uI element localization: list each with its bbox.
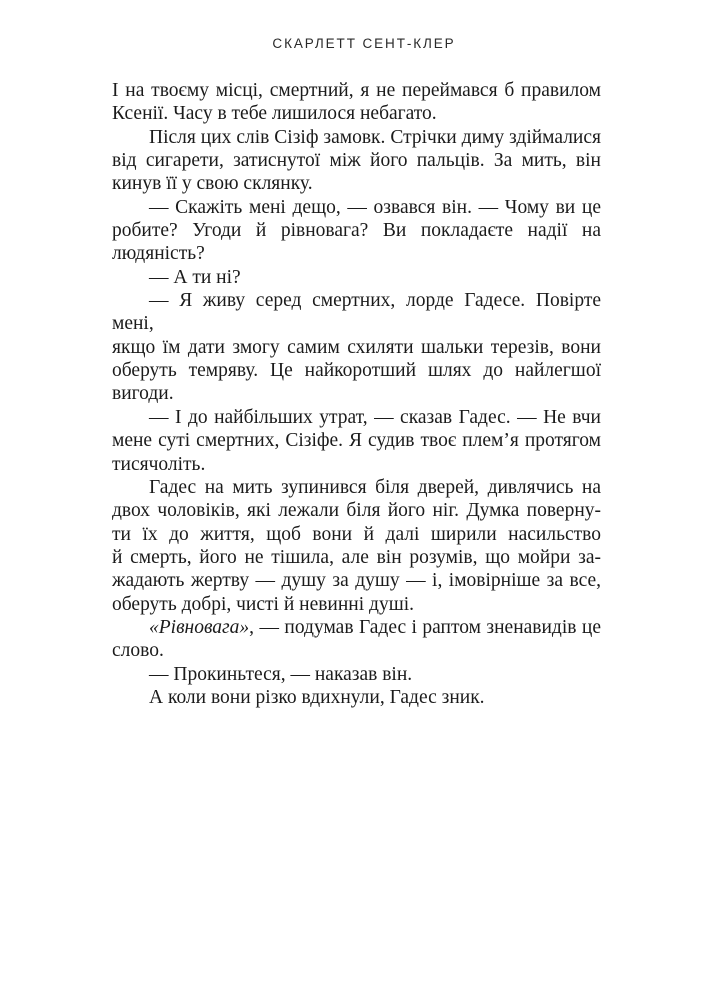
text-line: «Рівновага», — подумав Гадес і раптом зненавидів це xyxy=(149,616,601,638)
text-line: І на твоєму місці, смертний, я не переймався б правилом xyxy=(112,80,601,101)
text-line: Ксенії. Часу в тебе лишилося небагато. xyxy=(112,103,437,125)
text-line: мене суті смертних, Сізіфе. Я судив твоє плем’я протягом xyxy=(112,430,601,452)
text-line: людяність? xyxy=(112,243,205,265)
text-line: тисячоліть. xyxy=(112,453,206,475)
paragraph xyxy=(112,266,601,289)
text-line: вигоди. xyxy=(112,383,174,405)
paragraph xyxy=(112,79,601,126)
text-line: двох чоловіків, які лежали біля його ніг. Думка поверну- xyxy=(112,500,601,522)
text-line: — А ти ні? xyxy=(149,266,241,288)
text-line: — Я живу серед смертних, лорде Гадесе. Повірте мені, xyxy=(112,290,601,335)
body-text xyxy=(112,79,601,709)
text-line: робите? Угоди й рівновага? Ви покладаєте надії на xyxy=(112,220,601,242)
text-line: й смерть, його не тішила, але він розумів, що мойри за- xyxy=(112,546,601,568)
text-line: від сигарети, затиснутої між його пальців. За мить, він xyxy=(112,150,601,172)
paragraph xyxy=(112,289,601,406)
text-line: А коли вони різко вдихнули, Гадес зник. xyxy=(149,686,485,708)
paragraph xyxy=(112,406,601,476)
paragraph xyxy=(112,196,601,266)
text-line: жадають жертву — душу за душу — і, імовірніше за все, xyxy=(112,570,601,592)
paragraph xyxy=(112,663,601,686)
text-line: — І до найбільших утрат, — сказав Гадес. — Не вчи xyxy=(149,406,601,428)
paragraph xyxy=(112,476,601,616)
paragraph xyxy=(112,686,601,709)
running-header: СКАРЛЕТТ СЕНТ-КЛЕР xyxy=(272,36,456,51)
text-line: кинув її у свою склянку. xyxy=(112,173,313,195)
text-line: слово. xyxy=(112,640,164,662)
paragraph xyxy=(112,126,601,196)
text-line: оберуть добрі, чисті й невинні душі. xyxy=(112,593,415,615)
text-line: — Скажіть мені дещо, — озвався він. — Чому ви це xyxy=(149,196,601,218)
text-line: ти їх до життя, щоб вони й далі ширили насильство xyxy=(112,523,601,545)
text-line: Гадес на мить зупинився біля дверей, дивлячись на xyxy=(149,476,601,498)
text-line: оберуть темряву. Це найкоротший шлях до найлегшої xyxy=(112,360,601,382)
text-line: якщо їм дати змогу самим схиляти шальки терезів, вони xyxy=(112,336,601,358)
text-line: — Прокиньтеся, — наказав він. xyxy=(149,663,413,685)
paragraph xyxy=(112,616,601,663)
text-line: Після цих слів Сізіф замовк. Стрічки диму здіймалися xyxy=(149,126,601,148)
